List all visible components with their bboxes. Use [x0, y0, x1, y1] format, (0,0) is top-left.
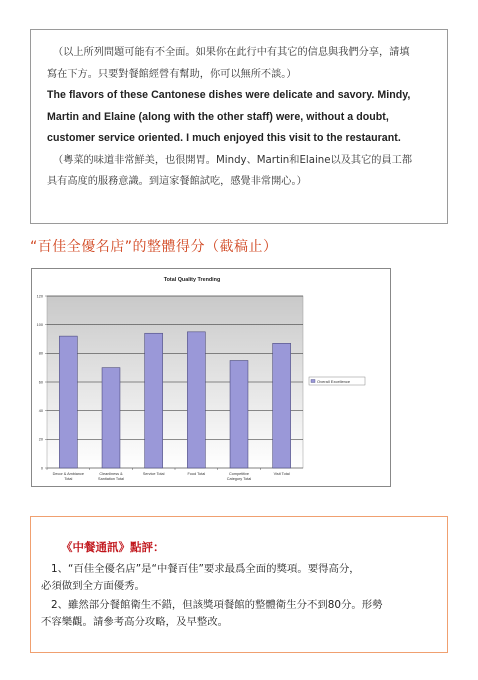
bar	[230, 361, 248, 469]
comment-point-1-line-2: 必須做到全方面優秀。	[41, 580, 145, 592]
x-tick-label: Service Total	[142, 472, 165, 476]
review-english-line-1: The flavors of these Cantonese dishes were delicate and savory. Mindy,	[47, 89, 411, 101]
y-tick-label: 100	[36, 323, 43, 328]
quality-trending-chart	[31, 268, 391, 487]
x-tick-label: Cleanliness &	[99, 472, 123, 476]
legend-label: Overall Excellence	[317, 379, 351, 384]
x-tick-label: Sanitation Total	[98, 477, 124, 481]
comment-point-2-line-2: 不容樂觀。請參考高分攻略，及早整改。	[41, 616, 229, 628]
chart-title: Total Quality Trending	[163, 277, 221, 283]
y-tick-label: 20	[38, 437, 43, 442]
x-tick-label: Decor & Ambiance	[52, 472, 85, 476]
y-tick-label: 80	[38, 351, 43, 356]
section-heading: “百佳全優名店”的整體得分（截稿止）	[30, 239, 278, 255]
review-chinese-line-2: 具有高度的服務意識。到這家餐館試吃，感覺非常開心。）	[47, 176, 307, 187]
comment-point-2-line-1: 2、雖然部分餐館衛生不錯，但該獎項餐館的整體衛生分不到80分。形勢	[51, 599, 383, 611]
chart-canvas	[32, 269, 390, 486]
review-english-line-2: Martin and Elaine (along with the other staff) were, without a doubt,	[47, 110, 389, 123]
customer-feedback-box	[30, 29, 448, 224]
chart-legend	[309, 377, 365, 385]
editor-comment-box	[30, 516, 448, 653]
review-chinese-line-1: （粵菜的味道非常鮮美，也很開胃。Mindy、Martin和Elaine以及其它的員工都	[53, 154, 413, 166]
bar	[59, 336, 77, 468]
feedback-prompt-line-1: （以上所列問題可能有不全面。如果你在此行中有其它的信息與我們分享，請填	[53, 47, 410, 58]
comment-point-1-line-1: 1、“百佳全優名店”是“中餐百佳”要求最爲全面的獎項。要得高分，	[51, 563, 360, 575]
y-tick-label: 0	[40, 466, 43, 471]
x-tick-label: Competitive	[228, 472, 250, 476]
y-tick-label: 60	[38, 380, 43, 385]
x-tick-label: Visit Total	[273, 472, 290, 476]
y-tick-label: 120	[36, 294, 43, 299]
bar	[102, 368, 120, 468]
legend-swatch	[311, 380, 315, 383]
bar	[273, 343, 291, 468]
x-tick-label: Total	[64, 477, 73, 481]
feedback-prompt-line-2: 寫在下方。只要對餐館經營有幫助，你可以無所不談。）	[47, 68, 297, 80]
review-english-line-3: customer service oriented. I much enjoyed this visit to the restaurant.	[47, 132, 401, 144]
bar	[145, 333, 163, 468]
bar	[187, 332, 205, 468]
x-tick-label: Food Total	[187, 472, 206, 476]
y-tick-label: 40	[38, 409, 43, 414]
comment-title: 《中餐通訊》點評：	[61, 540, 165, 554]
x-tick-label: Category Total	[226, 477, 252, 481]
